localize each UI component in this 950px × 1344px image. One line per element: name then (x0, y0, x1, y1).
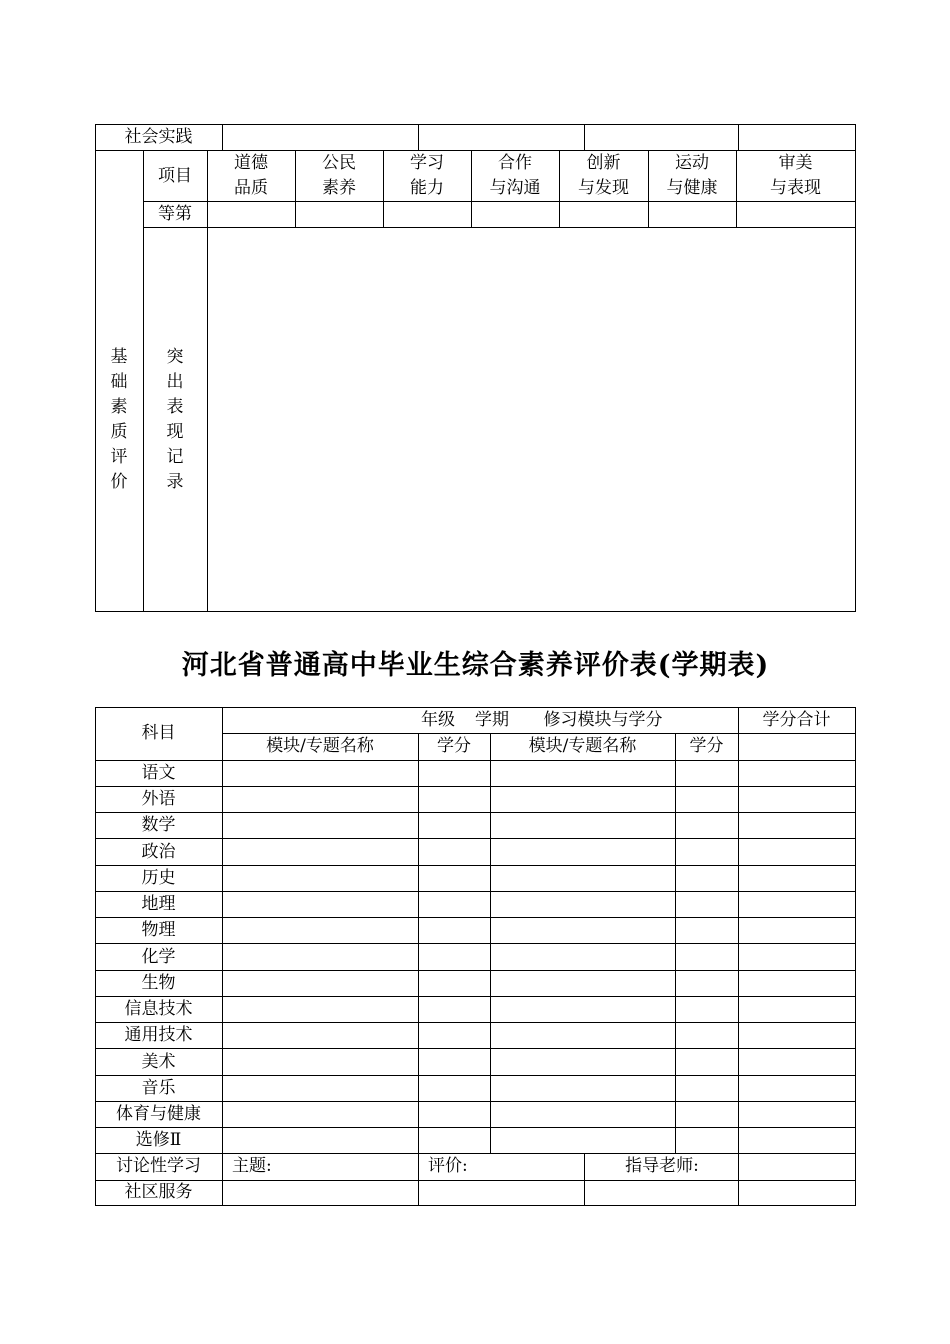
quality-header-line: 与表现 (770, 177, 821, 198)
quality-header-line: 学习 (410, 152, 444, 173)
subject-label: 信息技术 (124, 999, 193, 1019)
quality-header (207, 150, 295, 201)
module-name-header-2: 模块/专题名称 (528, 736, 637, 756)
quality-header (471, 150, 559, 201)
module-name-header-1: 模块/专题名称 (266, 736, 374, 756)
quality-header-line: 与发现 (578, 177, 629, 198)
table-border (222, 707, 223, 1206)
table-border (855, 707, 856, 1206)
quality-header-line: 合作 (498, 152, 532, 173)
table-border (855, 124, 856, 612)
record-label-char: 出 (166, 371, 184, 392)
table-border (584, 1153, 585, 1205)
discussion-label: 讨论性学习 (116, 1156, 201, 1176)
quality-header (383, 150, 471, 201)
discussion-topic: 主题: (232, 1156, 272, 1176)
page-title: 河北省普通高中毕业生综合素养评价表(学期表) (181, 649, 770, 681)
discussion-advisor: 指导老师: (625, 1156, 699, 1176)
table-border (418, 1153, 419, 1205)
table-border (418, 733, 419, 1153)
total-credit-header: 学分合计 (762, 710, 831, 730)
table-border (418, 124, 419, 150)
record-label-char: 突 (166, 346, 184, 367)
credit-header-2: 学分 (689, 736, 724, 756)
subject-label: 地理 (141, 894, 176, 914)
record-label-char: 录 (166, 471, 184, 492)
subject-label: 化学 (141, 946, 176, 967)
quality-header (559, 150, 648, 201)
table-border (675, 733, 676, 1153)
header-modules: 修习模块与学分 (543, 710, 663, 730)
subject-label: 音乐 (141, 1078, 176, 1098)
section-label-char: 价 (110, 471, 128, 492)
subject-label: 外语 (141, 789, 176, 809)
subject-label: 政治 (141, 841, 176, 862)
quality-header-line: 创新 (586, 152, 621, 173)
table-border (490, 733, 491, 1153)
quality-header-line: 与沟通 (489, 177, 541, 198)
subject-label: 体育与健康 (116, 1104, 201, 1124)
quality-header-line: 审美 (778, 152, 813, 173)
subject-label: 生物 (141, 973, 176, 993)
table-border (143, 201, 856, 202)
table-border (95, 1205, 856, 1206)
table-border (95, 611, 856, 612)
table-border (738, 124, 739, 150)
quality-header (648, 150, 736, 201)
record-label-char: 现 (166, 421, 184, 442)
record-label-vertical (143, 228, 207, 611)
subject-label: 选修Ⅱ (135, 1130, 182, 1150)
quality-header-line: 能力 (410, 177, 444, 198)
table-border (207, 150, 208, 612)
subject-label: 通用技术 (124, 1025, 193, 1045)
subject-label: 美术 (141, 1051, 176, 1072)
section-label-char: 础 (110, 371, 128, 392)
quality-header-line: 品质 (234, 177, 268, 198)
quality-header-line: 公民 (322, 152, 356, 173)
community-label: 社区服务 (124, 1182, 193, 1202)
quality-header-line: 道德 (234, 152, 268, 173)
record-label-char: 表 (166, 396, 184, 417)
subject-label: 语文 (141, 763, 176, 783)
table-border (222, 124, 223, 150)
grade-label: 等第 (158, 204, 192, 224)
section-label-char: 基 (110, 346, 128, 367)
table-border (143, 227, 856, 228)
quality-header-line: 与健康 (666, 177, 718, 198)
subject-label: 历史 (141, 868, 176, 888)
section-label-char: 素 (110, 396, 128, 417)
credit-header-1: 学分 (437, 736, 471, 756)
social-practice-label: 社会实践 (124, 127, 193, 147)
section-label-vertical (95, 228, 143, 611)
table-border (738, 707, 739, 1206)
quality-header-line: 运动 (675, 152, 709, 173)
header-grade: 年级 (421, 710, 455, 730)
quality-header (295, 150, 383, 201)
quality-header-line: 素养 (322, 177, 356, 198)
section-label-char: 评 (110, 446, 128, 467)
subject-label: 数学 (141, 815, 176, 835)
quality-header (736, 150, 855, 201)
header-term: 学期 (475, 710, 509, 730)
discussion-evaluation: 评价: (428, 1156, 468, 1176)
record-label-char: 记 (166, 446, 184, 467)
item-label: 项目 (158, 165, 192, 186)
table-border (584, 124, 585, 150)
subject-label: 物理 (141, 920, 176, 940)
subject-header: 科目 (141, 723, 176, 743)
section-label-char: 质 (110, 421, 128, 442)
